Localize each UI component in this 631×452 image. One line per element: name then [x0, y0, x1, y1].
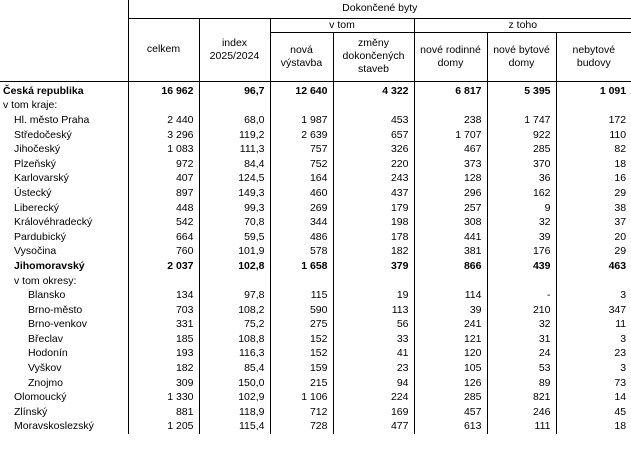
table-row	[0, 156, 631, 171]
cell-celkem: 16 962	[128, 81, 199, 98]
cell-nova: 1 106	[270, 390, 333, 405]
cell-rod: 241	[414, 317, 487, 332]
cell-celkem: 881	[128, 405, 199, 420]
row-label: Hodonín	[28, 347, 68, 360]
cell-nova: 712	[270, 405, 333, 420]
cell-neb: 29	[556, 186, 631, 201]
cell-rod: 39	[414, 302, 487, 317]
cell-rod: 121	[414, 332, 487, 347]
row-label: v tom okresy:	[14, 274, 77, 287]
cell-zmeny: 41	[333, 346, 414, 361]
table-row	[0, 361, 631, 376]
cell-neb: 23	[556, 346, 631, 361]
cell-zmeny	[333, 98, 414, 113]
cell-rod: 381	[414, 244, 487, 259]
cell-index	[199, 273, 270, 288]
cell-neb: 1 091	[556, 81, 631, 98]
cell-zmeny: 220	[333, 156, 414, 171]
cell-zmeny: 657	[333, 127, 414, 142]
cell-celkem: 760	[128, 244, 199, 259]
cell-index: 70,8	[199, 215, 270, 230]
row-label: Brno-město	[28, 303, 83, 316]
cell-byt: 5 395	[487, 81, 556, 98]
cell-index: 119,2	[199, 127, 270, 142]
cell-index: 149,3	[199, 186, 270, 201]
cell-neb: 20	[556, 229, 631, 244]
cell-zmeny: 94	[333, 375, 414, 390]
cell-rod: 1 707	[414, 127, 487, 142]
row-label: Pardubický	[14, 230, 66, 243]
cell-celkem: 703	[128, 302, 199, 317]
header-z-toho: z toho	[414, 18, 631, 32]
cell-index: 68,0	[199, 113, 270, 128]
cell-zmeny: 178	[333, 229, 414, 244]
cell-celkem: 2 037	[128, 259, 199, 274]
cell-index: 118,9	[199, 405, 270, 420]
cell-celkem: 3 296	[128, 127, 199, 142]
table-row	[0, 419, 631, 434]
cell-nova: 1 987	[270, 113, 333, 128]
cell-rod: 120	[414, 346, 487, 361]
cell-neb: 29	[556, 244, 631, 259]
cell-celkem: 542	[128, 215, 199, 230]
table-row	[0, 244, 631, 259]
row-label: Karlovarský	[14, 172, 69, 185]
cell-index: 75,2	[199, 317, 270, 332]
cell-zmeny: 437	[333, 186, 414, 201]
cell-nova: 152	[270, 346, 333, 361]
table-row	[0, 288, 631, 303]
cell-zmeny: 198	[333, 215, 414, 230]
cell-nova	[270, 273, 333, 288]
header-v-tom: v tom	[270, 18, 414, 32]
cell-zmeny: 23	[333, 361, 414, 376]
table-row	[0, 259, 631, 274]
cell-nova: 269	[270, 200, 333, 215]
cell-rod: 6 817	[414, 81, 487, 98]
cell-neb: 14	[556, 390, 631, 405]
row-label: Jihomoravský	[14, 259, 85, 272]
table-row	[0, 98, 631, 113]
cell-zmeny: 113	[333, 302, 414, 317]
cell-zmeny: 379	[333, 259, 414, 274]
row-label: Jihočeský	[14, 143, 61, 156]
cell-byt: 246	[487, 405, 556, 420]
header-bytove-domy: nové bytové domy	[487, 32, 556, 81]
cell-index: 108,8	[199, 332, 270, 347]
cell-nova: 728	[270, 419, 333, 434]
cell-zmeny: 243	[333, 171, 414, 186]
table-row	[0, 302, 631, 317]
cell-neb: 3	[556, 288, 631, 303]
header-zmeny: změny dokončených staveb	[333, 32, 414, 81]
cell-index: 102,9	[199, 390, 270, 405]
cell-neb	[556, 273, 631, 288]
cell-rod: 105	[414, 361, 487, 376]
cell-nova: 215	[270, 375, 333, 390]
cell-nova: 752	[270, 156, 333, 171]
row-label: Olomoucký	[14, 391, 67, 404]
cell-celkem: 1 205	[128, 419, 199, 434]
cell-rod: 613	[414, 419, 487, 434]
row-label: Plzeňský	[14, 157, 57, 170]
cell-nova: 115	[270, 288, 333, 303]
cell-index: 124,5	[199, 171, 270, 186]
cell-byt: 32	[487, 215, 556, 230]
cell-nova: 164	[270, 171, 333, 186]
cell-byt: -	[487, 288, 556, 303]
table-row	[0, 127, 631, 142]
cell-zmeny: 179	[333, 200, 414, 215]
cell-byt: 821	[487, 390, 556, 405]
cell-rod: 296	[414, 186, 487, 201]
cell-neb: 3	[556, 361, 631, 376]
cell-celkem: 972	[128, 156, 199, 171]
header-index: index 2025/2024	[199, 18, 270, 81]
cell-celkem	[128, 98, 199, 113]
header-nova-vystavba: nová výstavba	[270, 32, 333, 81]
cell-byt: 370	[487, 156, 556, 171]
cell-nova: 159	[270, 361, 333, 376]
row-label: Liberecký	[14, 201, 59, 214]
cell-byt: 210	[487, 302, 556, 317]
row-label: Královéhradecký	[14, 216, 93, 229]
cell-celkem: 185	[128, 332, 199, 347]
cell-celkem: 407	[128, 171, 199, 186]
cell-byt	[487, 273, 556, 288]
cell-neb: 73	[556, 375, 631, 390]
cell-byt: 176	[487, 244, 556, 259]
cell-byt: 31	[487, 332, 556, 347]
cell-rod: 257	[414, 200, 487, 215]
cell-zmeny: 477	[333, 419, 414, 434]
cell-nova: 757	[270, 142, 333, 157]
corner-cell	[0, 0, 128, 81]
table-row	[0, 186, 631, 201]
cell-neb: 18	[556, 156, 631, 171]
cell-nova: 152	[270, 332, 333, 347]
cell-zmeny	[333, 273, 414, 288]
table-row	[0, 171, 631, 186]
cell-zmeny: 224	[333, 390, 414, 405]
cell-neb: 347	[556, 302, 631, 317]
cell-nova: 2 639	[270, 127, 333, 142]
cell-index: 85,4	[199, 361, 270, 376]
cell-nova: 486	[270, 229, 333, 244]
row-label: Hl. město Praha	[14, 113, 90, 126]
cell-index: 108,2	[199, 302, 270, 317]
cell-neb: 11	[556, 317, 631, 332]
cell-zmeny: 182	[333, 244, 414, 259]
cell-byt: 922	[487, 127, 556, 142]
cell-rod: 238	[414, 113, 487, 128]
cell-rod	[414, 273, 487, 288]
cell-index: 111,3	[199, 142, 270, 157]
cell-index: 102,8	[199, 259, 270, 274]
row-label: Moravskoslezský	[14, 420, 94, 433]
table-row	[0, 215, 631, 230]
cell-nova: 275	[270, 317, 333, 332]
cell-byt: 439	[487, 259, 556, 274]
cell-nova	[270, 98, 333, 113]
cell-zmeny: 326	[333, 142, 414, 157]
cell-nova: 1 658	[270, 259, 333, 274]
cell-byt: 162	[487, 186, 556, 201]
cell-index: 101,9	[199, 244, 270, 259]
cell-index	[199, 98, 270, 113]
row-label: Znojmo	[28, 376, 64, 389]
cell-zmeny: 453	[333, 113, 414, 128]
cell-zmeny: 4 322	[333, 81, 414, 98]
row-label: Vyškov	[28, 362, 62, 375]
cell-neb: 110	[556, 127, 631, 142]
cell-byt: 53	[487, 361, 556, 376]
table-row	[0, 332, 631, 347]
cell-index: 96,7	[199, 81, 270, 98]
cell-neb: 82	[556, 142, 631, 157]
cell-zmeny: 56	[333, 317, 414, 332]
table-row	[0, 346, 631, 361]
cell-rod: 866	[414, 259, 487, 274]
cell-rod: 308	[414, 215, 487, 230]
cell-rod: 457	[414, 405, 487, 420]
table-row	[0, 390, 631, 405]
cell-rod: 285	[414, 390, 487, 405]
cell-index: 116,3	[199, 346, 270, 361]
cell-byt: 36	[487, 171, 556, 186]
table-row	[0, 142, 631, 157]
cell-celkem: 2 440	[128, 113, 199, 128]
header-celkem: celkem	[128, 18, 199, 81]
header-rodinne-domy: nové rodinné domy	[414, 32, 487, 81]
row-label: Břeclav	[28, 332, 64, 345]
cell-celkem: 331	[128, 317, 199, 332]
cell-celkem: 664	[128, 229, 199, 244]
cell-index: 150,0	[199, 375, 270, 390]
cell-rod: 467	[414, 142, 487, 157]
cell-index: 99,3	[199, 200, 270, 215]
row-label: Zlínský	[14, 405, 48, 418]
cell-byt: 89	[487, 375, 556, 390]
cell-nova: 578	[270, 244, 333, 259]
cell-byt: 24	[487, 346, 556, 361]
cell-zmeny: 169	[333, 405, 414, 420]
cell-neb: 37	[556, 215, 631, 230]
cell-celkem: 309	[128, 375, 199, 390]
cell-nova: 590	[270, 302, 333, 317]
row-label: Středočeský	[14, 128, 72, 141]
cell-celkem: 134	[128, 288, 199, 303]
row-label: Ústecký	[14, 186, 52, 199]
cell-nova: 12 640	[270, 81, 333, 98]
header-group: Dokončené byty	[128, 0, 631, 18]
table-row	[0, 317, 631, 332]
cell-byt: 9	[487, 200, 556, 215]
row-label: v tom kraje:	[3, 99, 58, 112]
cell-neb: 38	[556, 200, 631, 215]
cell-rod: 126	[414, 375, 487, 390]
cell-celkem: 448	[128, 200, 199, 215]
cell-neb: 18	[556, 419, 631, 434]
table-row	[0, 200, 631, 215]
table-row	[0, 273, 631, 288]
table-row	[0, 81, 631, 98]
cell-byt: 39	[487, 229, 556, 244]
cell-index: 115,4	[199, 419, 270, 434]
cell-nova: 460	[270, 186, 333, 201]
table-row	[0, 229, 631, 244]
cell-neb: 172	[556, 113, 631, 128]
cell-neb: 45	[556, 405, 631, 420]
header-nebytove-budovy: nebytové budovy	[556, 32, 631, 81]
cell-byt: 111	[487, 419, 556, 434]
cell-celkem: 193	[128, 346, 199, 361]
cell-index: 59,5	[199, 229, 270, 244]
cell-celkem: 1 083	[128, 142, 199, 157]
row-label: Česká republika	[3, 84, 84, 97]
cell-rod	[414, 98, 487, 113]
row-label: Vysočina	[14, 245, 57, 258]
cell-neb: 3	[556, 332, 631, 347]
cell-neb: 16	[556, 171, 631, 186]
cell-neb: 463	[556, 259, 631, 274]
row-label: Blansko	[28, 289, 66, 302]
table-row	[0, 113, 631, 128]
cell-celkem: 182	[128, 361, 199, 376]
cell-zmeny: 33	[333, 332, 414, 347]
row-label: Brno-venkov	[28, 318, 87, 331]
cell-rod: 114	[414, 288, 487, 303]
cell-rod: 128	[414, 171, 487, 186]
cell-celkem	[128, 273, 199, 288]
cell-index: 97,8	[199, 288, 270, 303]
cell-rod: 441	[414, 229, 487, 244]
cell-byt	[487, 98, 556, 113]
table-row	[0, 405, 631, 420]
table-row	[0, 375, 631, 390]
cell-byt: 1 747	[487, 113, 556, 128]
cell-rod: 373	[414, 156, 487, 171]
cell-neb	[556, 98, 631, 113]
cell-zmeny: 19	[333, 288, 414, 303]
cell-celkem: 897	[128, 186, 199, 201]
cell-celkem: 1 330	[128, 390, 199, 405]
cell-byt: 32	[487, 317, 556, 332]
cell-index: 84,4	[199, 156, 270, 171]
cell-nova: 344	[270, 215, 333, 230]
cell-byt: 285	[487, 142, 556, 157]
